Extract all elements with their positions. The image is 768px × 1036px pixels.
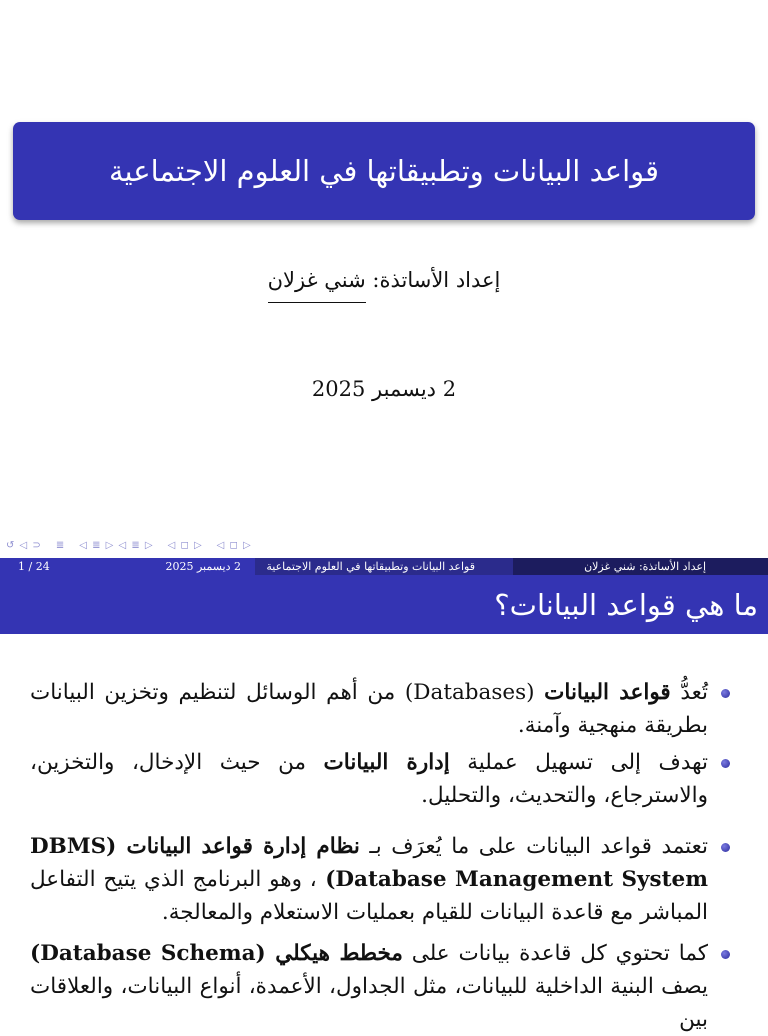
footer-title: قواعد البيانات وتطبيقاتها في العلوم الاجتماعية xyxy=(255,558,513,575)
presentation-date: 2 ديسمبر 2025 xyxy=(311,377,457,401)
bullet-icon xyxy=(721,689,730,698)
item-bold-text: مخطط هيكلي xyxy=(275,941,403,966)
list-item xyxy=(30,830,730,929)
item-bold-text: قواعد البيانات xyxy=(544,680,671,705)
bullet-icon xyxy=(721,759,730,768)
author-line xyxy=(0,268,768,303)
bullet-list xyxy=(0,676,768,1036)
item-bold-text: (Database Schema) xyxy=(30,941,276,966)
bullet-icon xyxy=(721,843,730,852)
frame-title: ما هي قواعد البيانات؟ xyxy=(0,575,768,634)
nav-section-icon[interactable]: ◁ ≣ ▷ ◁ ≣ ▷ xyxy=(79,539,154,551)
bullet-icon xyxy=(721,950,730,959)
item-text: من أهم الوسائل لتنظيم وتخزين البيانات بطريقة منهجية وآمنة. xyxy=(30,680,708,738)
footer-date: 2 ديسمبر 2025 xyxy=(165,560,241,573)
nav-frame-icon[interactable]: ◁ ◻ ▷ xyxy=(167,539,203,551)
list-item xyxy=(30,937,730,1036)
item-text: يصف البنية الداخلية للبيانات، مثل الجداول، الأعمدة، أنواع البيانات، والعلاقات بين xyxy=(30,974,708,1032)
nav-toc-icon[interactable]: ≣ xyxy=(55,539,66,551)
item-bold-text: نظام إدارة قواعد البيانات xyxy=(126,834,360,859)
beamer-navigation[interactable] xyxy=(0,537,296,553)
title-box xyxy=(13,122,755,220)
nav-slide-icon[interactable]: ◁ ◻ ▷ xyxy=(216,539,252,551)
item-text: كما تحتوي كل قاعدة بيانات على xyxy=(402,941,708,966)
item-text: تُعدُّ xyxy=(670,680,708,705)
item-text: تهدف إلى تسهيل عملية xyxy=(449,750,709,775)
footer-date-page xyxy=(0,558,255,575)
footer-page-number: 24 / 1 xyxy=(18,560,50,573)
author-label: إعداد الأساتذة: xyxy=(372,268,501,292)
author-name: شني غزلان xyxy=(268,268,366,303)
item-bold-text: (DBMS Database Management System) xyxy=(30,834,708,892)
list-item xyxy=(30,676,730,742)
item-text: (Databases) xyxy=(395,680,545,705)
nav-search-icon[interactable]: ↺ ◁ ⊃ xyxy=(6,539,42,551)
item-text: تعتمد قواعد البيانات على ما يُعرَف بـ xyxy=(359,834,708,859)
item-text: ، وهو البرنامج الذي يتيح التفاعل المباشر مع قاعدة البيانات للقيام بعمليات الاستعلام والمعالجة. xyxy=(30,867,708,925)
item-bold-text: إدارة البيانات xyxy=(323,750,450,775)
footline xyxy=(0,558,768,575)
list-item xyxy=(30,746,730,812)
item-text: من حيث الإدخال، والتخزين، والاسترجاع، والتحديث، والتحليل. xyxy=(30,750,708,808)
footer-author: إعداد الأساتذة: شني غزلان xyxy=(513,558,768,575)
presentation-title: قواعد البيانات وتطبيقاتها في العلوم الاجتماعية xyxy=(108,154,660,188)
